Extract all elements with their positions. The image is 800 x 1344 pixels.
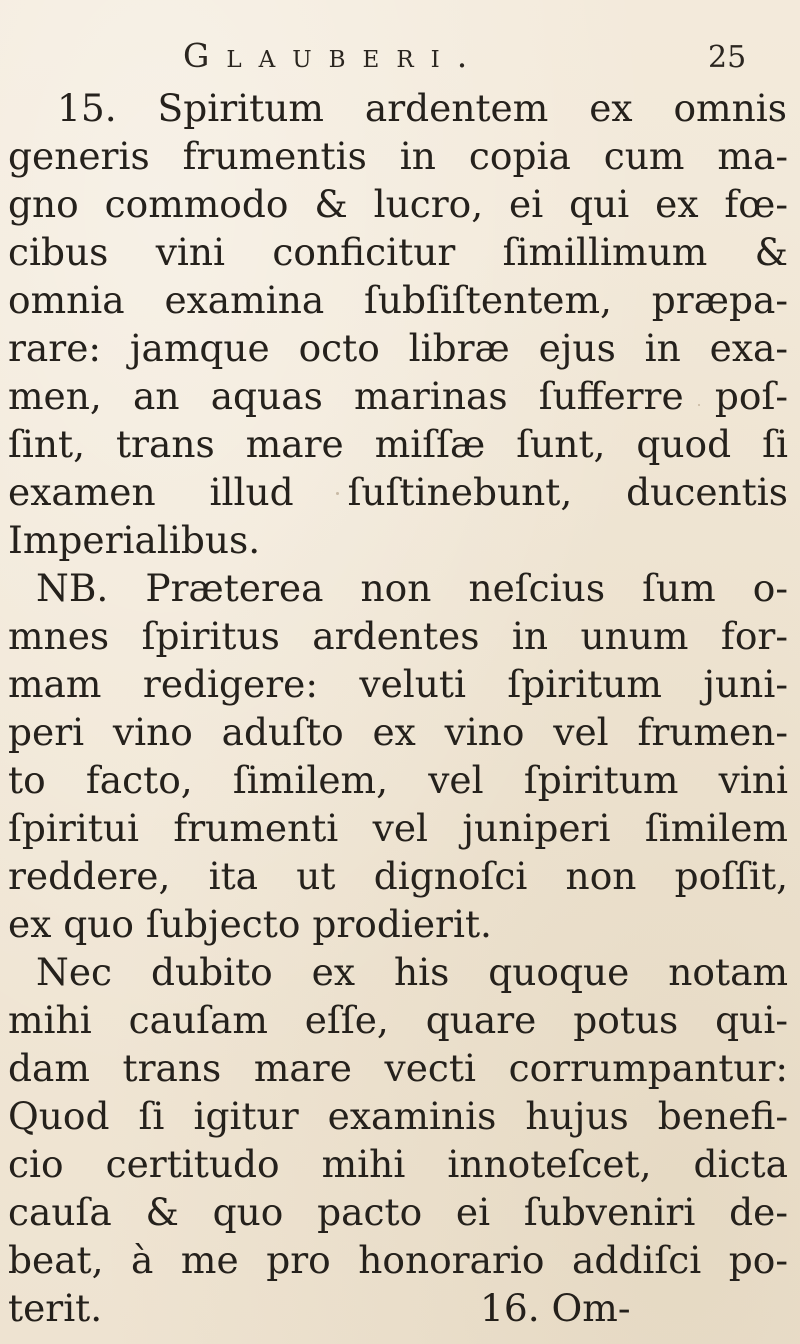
- running-title: Glauberi.: [183, 36, 485, 75]
- running-head: [0, 36, 800, 86]
- page-number: 25: [708, 40, 747, 75]
- text-line: ex quo ſubjecto prodierit.: [8, 902, 492, 946]
- text-line: generis frumentis in copia cum ma-: [8, 134, 788, 178]
- text-line: mihi cauſam eſſe, quare potus qui-: [8, 998, 788, 1042]
- text-line: 15. Spiritum ardentem ex omnis: [57, 86, 787, 130]
- text-line: cibus vini conficitur ſimillimum &: [8, 230, 788, 274]
- text-line: Nec dubito ex his quoque notam: [36, 950, 788, 994]
- catchword: 16. Om-: [480, 1286, 631, 1330]
- text-line: cauſa & quo pacto ei ſubveniri de-: [8, 1190, 788, 1234]
- text-line: omnia examina ſubſiſtentem, præpa-: [8, 278, 788, 322]
- text-line: Quod ſi igitur examinis hujus benefi-: [8, 1094, 788, 1138]
- text-line: reddere, ita ut dignoſci non poſſit,: [8, 854, 788, 898]
- text-line: terit.: [8, 1286, 103, 1330]
- text-line: ſpiritui frumenti vel juniperi ſimilem: [8, 806, 788, 850]
- text-line: beat, à me pro honorario addiſci po-: [8, 1238, 788, 1282]
- text-line: mnes ſpiritus ardentes in unum for-: [8, 614, 788, 658]
- paper-speck: [698, 404, 700, 406]
- text-line: ſint, trans mare miſſæ ſunt, quod ſi: [8, 422, 788, 466]
- text-line: dam trans mare vecti corrumpantur:: [8, 1046, 788, 1090]
- text-line: to facto, ſimilem, vel ſpiritum vini: [8, 758, 788, 802]
- text-line: gno commodo & lucro, ei qui ex fœ-: [8, 182, 788, 226]
- text-line: Imperialibus.: [8, 518, 261, 562]
- paper-speck: [760, 1260, 762, 1262]
- text-line: rare: jamque octo libræ ejus in exa-: [8, 326, 788, 370]
- text-line: cio certitudo mihi innoteſcet, dicta: [8, 1142, 788, 1186]
- text-line: peri vino aduſto ex vino vel frumen-: [8, 710, 788, 754]
- paper-speck: [336, 492, 339, 495]
- text-line: examen illud ſuſtinebunt, ducentis: [8, 470, 788, 514]
- text-line: NB. Præterea non neſcius ſum o-: [36, 566, 788, 610]
- text-line: mam redigere: veluti ſpiritum juni-: [8, 662, 788, 706]
- text-line: men, an aquas marinas ſufferre poſ-: [8, 374, 788, 418]
